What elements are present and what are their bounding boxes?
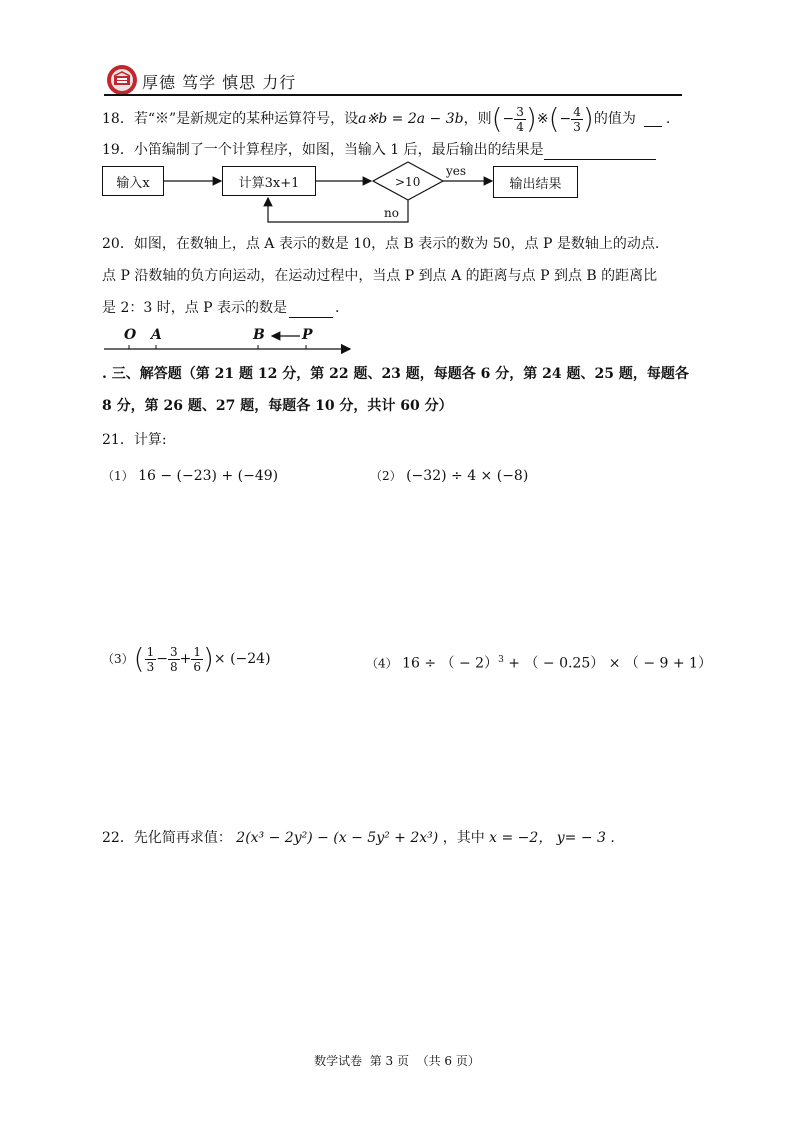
flow-input-label: 输入x xyxy=(116,175,150,191)
q21-title: 21．计算: xyxy=(102,432,167,448)
axis-label-b: B xyxy=(253,327,265,343)
q21-p3-f1-den: 3 xyxy=(146,659,155,674)
q20-line-2: 点 P 沿数轴的负方向运动，在运动过程中，当点 P 到点 A 的距离与点 P 到点 B 的距离比 xyxy=(102,268,658,284)
header-motto: 厚德 笃学 慎思 力行 xyxy=(142,73,297,92)
q21-part-1 xyxy=(102,466,278,486)
q18-neg-2: − xyxy=(559,111,572,127)
q18-f2-num: 4 xyxy=(573,104,581,119)
axis-label-a: A xyxy=(151,327,162,343)
q18-f1-num: 3 xyxy=(516,104,524,119)
q18-text-a: 若“※”是新规定的某种运算符号，设 xyxy=(133,111,359,127)
q20-line-3-end: . xyxy=(335,300,340,316)
question-20-line-1 xyxy=(102,234,659,254)
page-footer: 数学试卷 第 3 页 （共 6 页） xyxy=(314,1054,480,1068)
q21-p2-label: （2） xyxy=(370,469,402,483)
q21-p2-expr: (−32) ÷ 4 × (−8) xyxy=(406,468,529,484)
q20-line-3-text: 是 2：3 时，点 P 表示的数是 xyxy=(102,300,288,316)
q18-paren-close-2: ) xyxy=(582,102,594,135)
q18-paren-open-2: ( xyxy=(548,102,560,135)
number-line xyxy=(100,324,360,358)
flow-output-label: 输出结果 xyxy=(509,176,562,192)
q21-p3-label: （3） xyxy=(102,652,134,666)
q21-part-3 xyxy=(102,642,271,676)
question-22 xyxy=(102,828,615,848)
q22-text-b: ，其中 xyxy=(442,830,485,846)
q21-p1-expr: 16 − (−23) + (−49) xyxy=(138,468,279,484)
q18-tail: . xyxy=(665,111,671,127)
q21-p3-paren-open: ( xyxy=(133,642,145,675)
q21-part-4 xyxy=(366,650,712,674)
flow-yes-label: yes xyxy=(446,164,467,178)
q18-neg-1: − xyxy=(502,111,515,127)
q20-line-1-text: 如图，在数轴上，点 A 表示的数是 10，点 B 表示的数为 50，点 P 是数轴上的动点. xyxy=(133,236,660,252)
q21-p3-f2-den: 8 xyxy=(169,659,178,674)
q21-p4-expr-b: + （ − 0.25） × （ − 9 + 1） xyxy=(508,655,712,672)
q18-number: 18． xyxy=(102,111,134,127)
q18-text-c: 的值为 xyxy=(593,111,636,127)
q21-p3-fraction-1 xyxy=(145,645,157,674)
q21-p3-op-2: + xyxy=(179,651,192,667)
q22-text-a: 22．先化简再求值： xyxy=(102,830,232,846)
q21-p3-f3-num: 1 xyxy=(193,644,201,659)
q21-p3-f2-num: 3 xyxy=(169,644,178,659)
q21-p4-label: （4） xyxy=(366,656,398,671)
flow-compute-label: 计算3x+1 xyxy=(238,175,300,191)
flow-condition-label: >10 xyxy=(395,175,421,189)
q21-p3-f3-den: 6 xyxy=(193,659,201,674)
q21-p4-exponent: 3 xyxy=(498,655,504,665)
q21-p1-label: （1） xyxy=(102,469,134,483)
q19-number: 19． xyxy=(102,142,134,158)
flowchart-connectors xyxy=(0,0,794,240)
q18-definition: a※b = 2a − 3b xyxy=(358,111,464,127)
q22-condition: x = −2， y= − 3 . xyxy=(489,830,615,846)
q19-text: 小笛编制了一个计算程序，如图，当输入 1 后，最后输出的结果是 xyxy=(133,142,544,158)
q18-f1-den: 4 xyxy=(516,119,524,134)
q18-paren-close-1: ) xyxy=(525,102,537,135)
q20-number: 20． xyxy=(102,236,134,252)
q21-p3-op-1: − xyxy=(156,651,168,667)
q22-expr: 2(x³ − 2y²) − (x − 5y² + 2x³) xyxy=(236,830,439,846)
q21-part-2 xyxy=(370,466,528,486)
axis-label-o: O xyxy=(124,327,137,343)
q21-p4-expr-a: 16 ÷ （ − 2） xyxy=(402,655,499,672)
q21-p3-tail: × (−24) xyxy=(213,651,271,667)
section-3-heading-line-1: . 三、解答题（第 21 题 12 分，第 22 题、23 题，每题各 6 分，第 24 题、25 题，每题各 xyxy=(102,366,689,382)
q18-f2-den: 3 xyxy=(573,119,581,134)
flow-no-label: no xyxy=(384,206,399,220)
q18-op: ※ xyxy=(536,111,549,127)
q21-p3-f1-num: 1 xyxy=(146,644,155,659)
q21-p3-fraction-2 xyxy=(168,645,180,674)
q20-answer-blank xyxy=(289,303,333,318)
q18-paren-open-1: ( xyxy=(491,102,503,135)
q18-text-b: ，则 xyxy=(463,111,492,127)
section-3-heading-line-2: 8 分，第 26 题、27 题，每题各 10 分，共计 60 分） xyxy=(102,398,453,414)
q21-p3-paren-close: ) xyxy=(202,642,214,675)
q21-p3-fraction-3 xyxy=(191,645,203,674)
question-20-line-3 xyxy=(102,298,340,318)
axis-label-p: P xyxy=(302,327,313,343)
